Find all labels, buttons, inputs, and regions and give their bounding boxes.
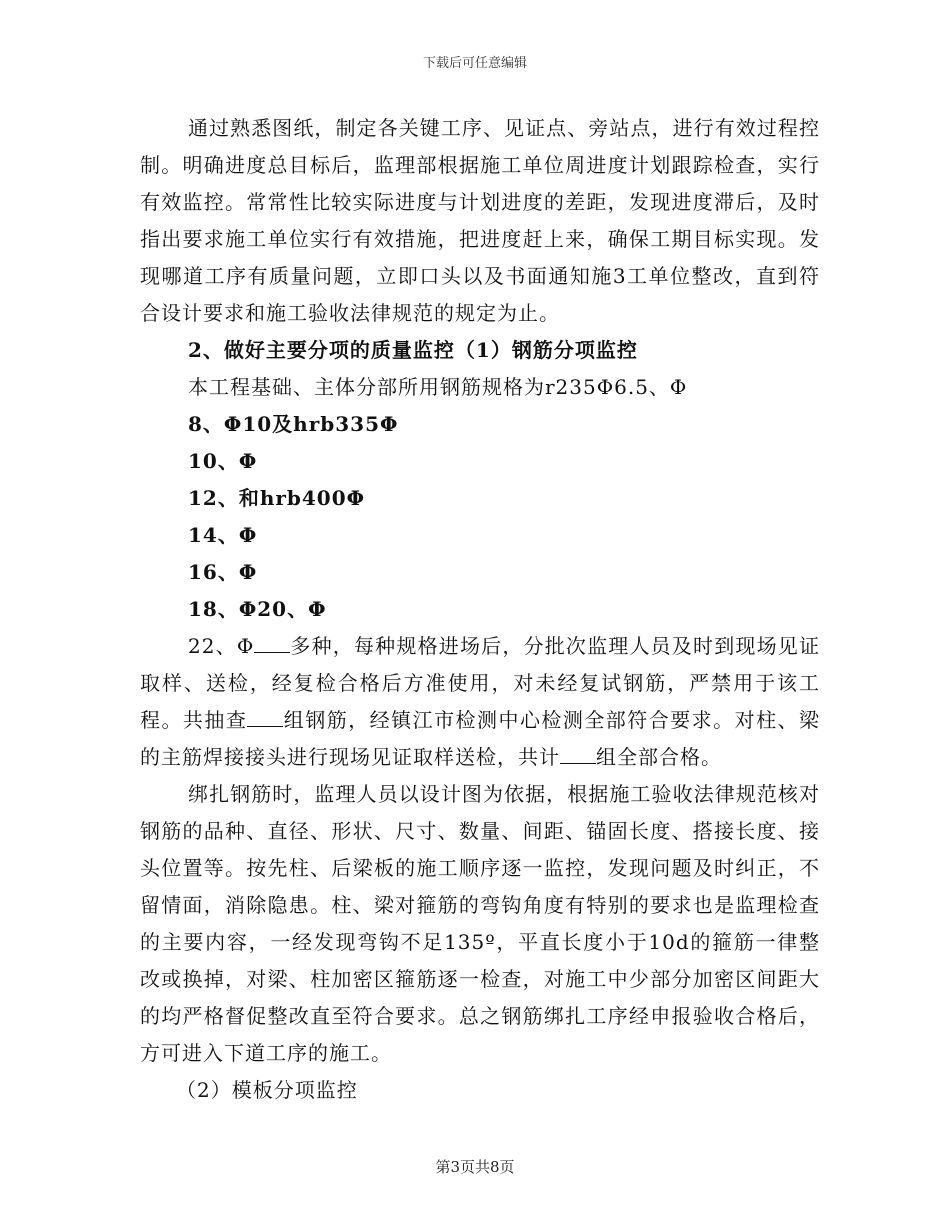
paragraph-rebar-binding: 绑扎钢筋时，监理人员以设计图为依据，根据施工验收法律规范核对钢筋的品种、直径、形状、尺寸、数量、间距、锚固长度、搭接长度、接头位置等。按先柱、后梁板的施工顺序逐一监控，发现问题及时纠正，不留情面，消除隐患。柱、梁对箍筋的弯钩角度有特别的要求也是监理检查的主要内容，一经发现弯钩不足135º，平直长度小于10d的箍筋一律整改或换掉，对梁、柱加密区箍筋逐一检查，对施工中少部分加密区间距大的均严格督促整改直至符合要求。总之钢筋绑扎工序经申报验收合格后，方可进入下道工序的施工。 — [140, 782, 820, 1065]
text-segment: 多种，每种规格进场后，分批次监理人员及时到现场见证取样、送检，经复检合格后方准使用，对未经复试钢筋，严禁用于该工程。共抽查 — [140, 634, 820, 732]
list-line-10: 10、Φ — [188, 449, 258, 473]
list-line-14: 14、Φ — [188, 523, 258, 547]
section-heading-rebar: 2、做好主要分项的质量监控（1）钢筋分项监控 — [188, 338, 638, 362]
list-line-16: 16、Φ — [188, 560, 258, 584]
blank-line — [247, 708, 283, 727]
section-heading-formwork: （2）模板分项监控 — [176, 1078, 358, 1102]
page-header: 下载后可任意编辑 — [422, 56, 527, 71]
paragraph-rebar-specs: 本工程基础、主体分部所用钢筋规格为r235Φ6.5、Φ — [188, 375, 688, 399]
list-line-12: 12、和hrb400Φ — [188, 486, 366, 510]
text-segment: 组全部合格。 — [596, 745, 722, 769]
paragraph-rebar-sampling — [140, 628, 820, 776]
page-footer: 第3页共8页 — [435, 1158, 515, 1176]
blank-line — [560, 745, 596, 764]
document-body — [140, 110, 820, 1109]
paragraph-progress-control: 通过熟悉图纸，制定各关键工序、见证点、旁站点，进行有效过程控制。明确进度总目标后，监理部根据施工单位周进度计划跟踪检查，实行有效监控。常常性比较实际进度与计划进度的差距，发现进度滞后，及时指出要求施工单位实行有效措施，把进度赶上来，确保工期目标实现。发现哪道工序有质量问题，立即口头以及书面通知施3工单位整改，直到符合设计要求和施工验收法律规范的规定为止。 — [140, 116, 820, 325]
list-line-8: 8、Φ10及hrb335Φ — [188, 412, 399, 436]
list-line-18: 18、Φ20、Φ — [188, 597, 327, 621]
text-segment: 组钢筋，经镇江市检测中心检测全部符合要求。对柱、梁的主筋焊接接头进行现场见证取样送检，共计 — [140, 708, 821, 769]
text-segment: 22、Φ — [188, 634, 255, 658]
blank-line — [254, 634, 290, 653]
